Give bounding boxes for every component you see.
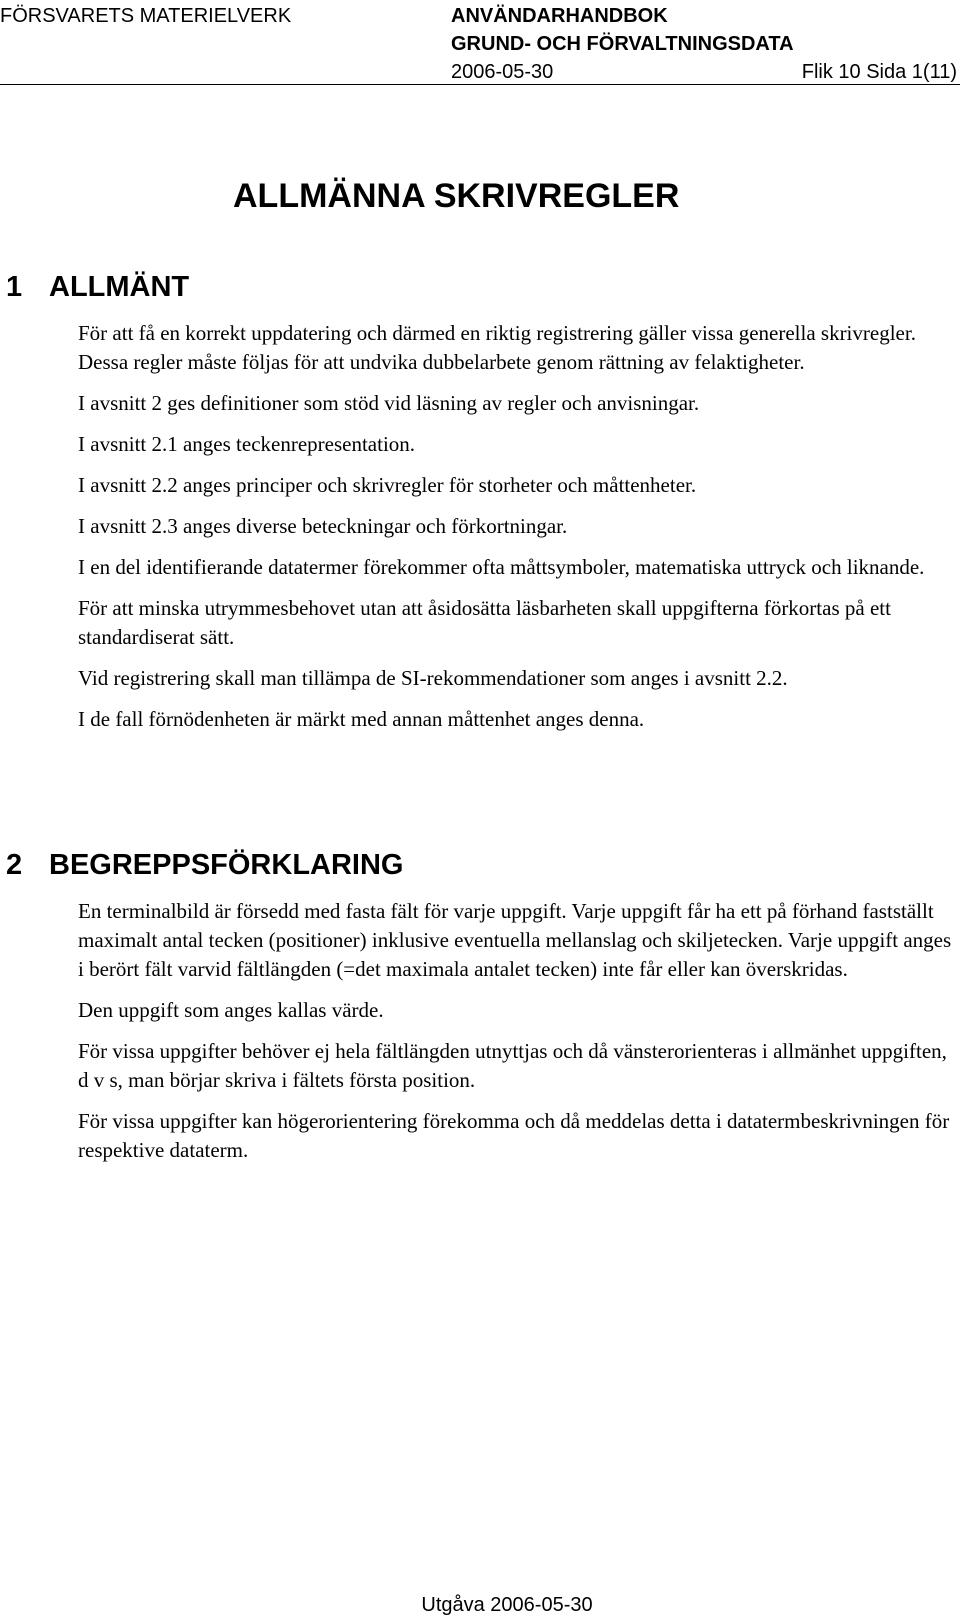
paragraph: Vid registrering skall man tillämpa de SI-rekommendationer som anges i avsnitt 2.2. — [78, 666, 788, 690]
header-doc-subject: GRUND- OCH FÖRVALTNINGSDATA — [451, 33, 794, 55]
paragraph: I avsnitt 2 ges definitioner som stöd vid läsning av regler och anvisningar. — [78, 391, 700, 415]
header-page-ref: Flik 10 Sida 1(11) — [801, 61, 957, 83]
section-1-body — [78, 319, 960, 734]
header-document-info — [451, 2, 957, 86]
section-1-title: ALLMÄNT — [49, 271, 190, 303]
paragraph: Den uppgift som anges kallas värde. — [78, 998, 384, 1022]
header-date-row — [451, 58, 957, 86]
section-2-heading — [6, 846, 403, 884]
section-1-number: 1 — [6, 271, 23, 303]
header-doc-type: ANVÄNDARHANDBOK — [451, 5, 668, 27]
header-organization: FÖRSVARETS MATERIELVERK — [0, 5, 292, 27]
section-2-title: BEGREPPSFÖRKLARING — [49, 849, 404, 881]
footer-edition: Utgåva 2006-05-30 — [421, 1594, 593, 1616]
paragraph: I en del identifierande datatermer förekommer ofta måttsymboler, matematiska uttryck och liknande. — [78, 555, 925, 579]
paragraph: I avsnitt 2.3 anges diverse beteckningar och förkortningar. — [78, 514, 568, 538]
section-1-heading — [6, 268, 189, 306]
paragraph: En terminalbild är försedd med fasta fält för varje uppgift. Varje uppgift får ha ett på förhand fastställt maximalt antal tecken (positioner) inklusive eventuella mellanslag och skiljetecken. Varje uppgift anges i berört fält varvid fältlängden (=det maximala antalet tecken) inte får eller kan överskridas. — [78, 899, 952, 981]
paragraph: För att få en korrekt uppdatering och därmed en riktig registrering gäller vissa generella skrivregler. Dessa regler måste följas för att undvika dubbelarbete genom rättning av felaktigheter. — [78, 321, 916, 374]
paragraph: För vissa uppgifter behöver ej hela fältlängden utnyttjas och då vänsterorienteras i allmänhet uppgiften, d v s, man börjar skriva i fältets första position. — [78, 1039, 947, 1092]
page-footer — [0, 1592, 960, 1618]
paragraph: För vissa uppgifter kan högerorientering förekomma och då meddelas detta i datatermbeskrivningen för respektive dataterm. — [78, 1109, 950, 1162]
section-2-body — [78, 897, 960, 1165]
paragraph: För att minska utrymmesbehovet utan att åsidosätta läsbarheten skall uppgifterna förkortas på ett standardiserat sätt. — [78, 596, 891, 649]
paragraph: I avsnitt 2.2 anges principer och skrivregler för storheter och måttenheter. — [78, 473, 697, 497]
document-title: ALLMÄNNA SKRIVREGLER — [233, 177, 680, 215]
header-date: 2006-05-30 — [451, 61, 554, 83]
page-header — [0, 0, 960, 85]
section-2-number: 2 — [6, 849, 23, 881]
paragraph: I de fall förnödenheten är märkt med annan måttenhet anges denna. — [78, 707, 645, 731]
paragraph: I avsnitt 2.1 anges teckenrepresentation. — [78, 432, 416, 456]
